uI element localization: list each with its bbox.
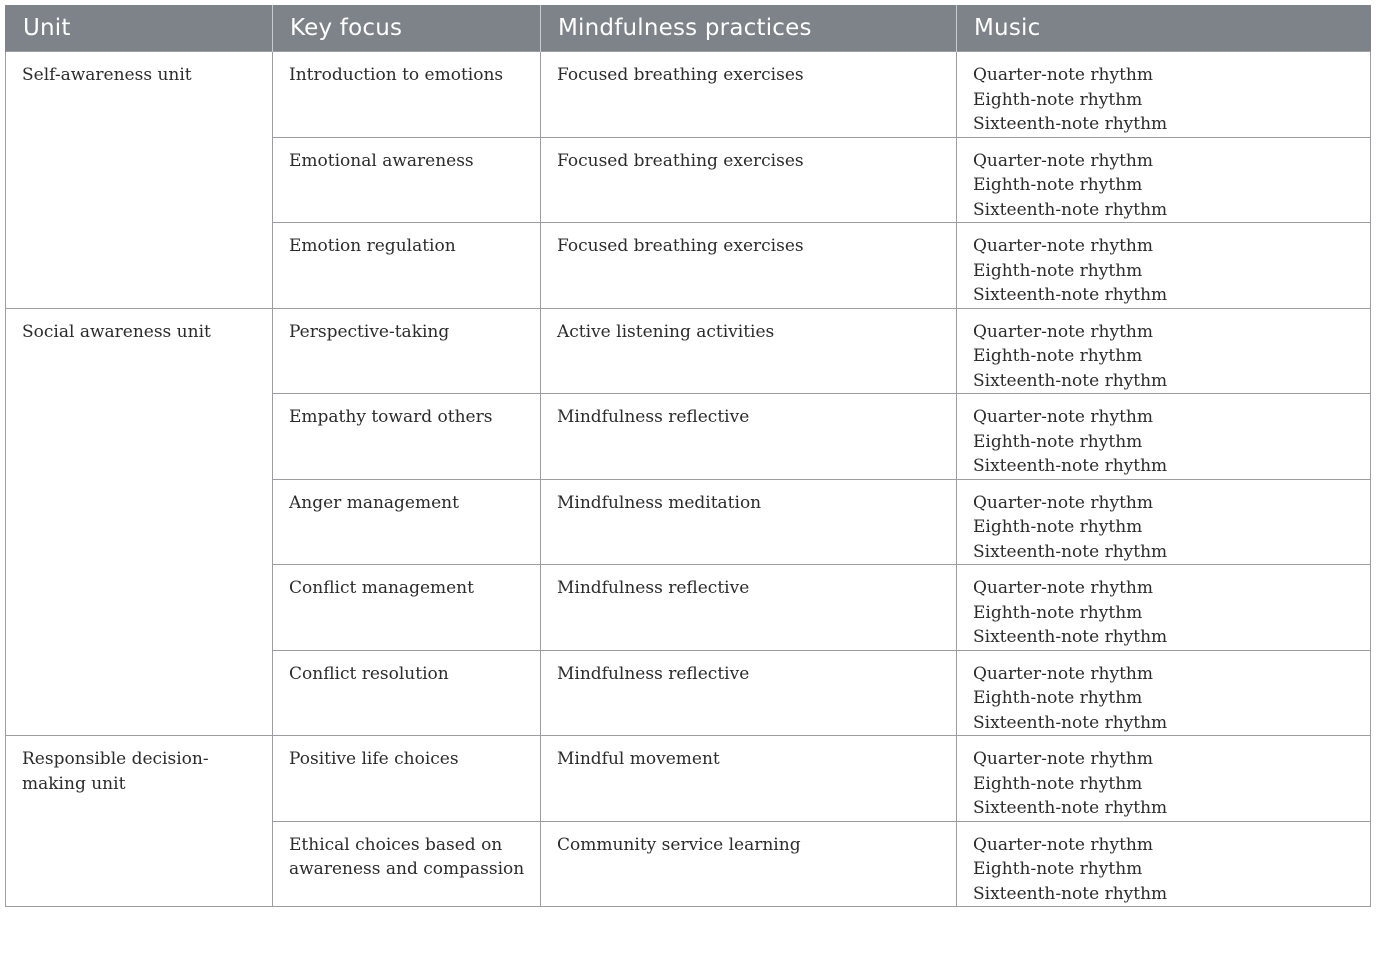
music-rhythm-item: Sixteenth-note rhythm	[973, 883, 1168, 904]
music-rhythm-item: Quarter-note rhythm	[973, 663, 1153, 684]
header-unit: Unit	[6, 5, 273, 52]
key-focus-cell: Perspective-taking	[273, 308, 541, 394]
music-rhythm-item: Sixteenth-note rhythm	[973, 199, 1168, 220]
music-rhythm-item: Quarter-note rhythm	[973, 150, 1153, 171]
unit-name: Social awareness unit	[22, 321, 211, 342]
music-rhythm-item: Sixteenth-note rhythm	[973, 712, 1168, 733]
key-focus-cell: Positive life choices	[273, 736, 541, 822]
key-focus-cell: Conflict management	[273, 565, 541, 651]
unit-cell	[6, 52, 273, 309]
music-rhythm-item: Quarter-note rhythm	[973, 492, 1153, 513]
key-focus-cell: Introduction to emotions	[273, 52, 541, 138]
music-rhythm-item: Sixteenth-note rhythm	[973, 798, 1168, 818]
music-rhythm-item: Quarter-note rhythm	[973, 321, 1153, 342]
music-rhythm-item: Sixteenth-note rhythm	[973, 627, 1168, 647]
music-cell	[957, 736, 1371, 822]
music-rhythm-item: Eighth-note rhythm	[973, 688, 1143, 708]
music-rhythm-item: Eighth-note rhythm	[973, 431, 1143, 452]
mindfulness-practice-cell: Mindfulness reflective	[541, 650, 957, 736]
mindfulness-practice-cell: Focused breathing exercises	[541, 223, 957, 309]
mindfulness-practice-cell: Mindful movement	[541, 736, 957, 822]
table-row	[6, 308, 1371, 394]
mindfulness-practice-cell: Focused breathing exercises	[541, 137, 957, 223]
unit-name: Self-awareness unit	[22, 65, 192, 85]
music-rhythm-item: Eighth-note rhythm	[973, 773, 1143, 794]
music-rhythm-item: Quarter-note rhythm	[973, 578, 1153, 598]
table-body	[6, 52, 1371, 907]
music-cell	[957, 479, 1371, 565]
music-rhythm-item: Sixteenth-note rhythm	[973, 370, 1168, 391]
mindfulness-practice-cell: Active listening activities	[541, 308, 957, 394]
key-focus-cell: Emotional awareness	[273, 137, 541, 223]
music-cell	[957, 394, 1371, 480]
key-focus-cell: Anger management	[273, 479, 541, 565]
music-cell	[957, 137, 1371, 223]
music-cell	[957, 650, 1371, 736]
mindfulness-practice-cell: Community service learning	[541, 821, 957, 907]
music-cell	[957, 821, 1371, 907]
music-rhythm-item: Eighth-note rhythm	[973, 260, 1143, 281]
music-rhythm-item: Eighth-note rhythm	[973, 89, 1143, 110]
music-rhythm-item: Quarter-note rhythm	[973, 834, 1153, 855]
music-cell	[957, 223, 1371, 309]
key-focus-cell: Ethical choices based on awareness and compassion	[273, 821, 541, 907]
music-rhythm-item: Eighth-note rhythm	[973, 859, 1143, 879]
music-cell	[957, 52, 1371, 138]
mindfulness-practice-cell: Mindfulness reflective	[541, 565, 957, 651]
mindfulness-practice-cell: Mindfulness reflective	[541, 394, 957, 480]
music-rhythm-item: Sixteenth-note rhythm	[973, 541, 1168, 562]
unit-cell	[6, 736, 273, 907]
key-focus-cell: Emotion regulation	[273, 223, 541, 309]
table-row	[6, 52, 1371, 138]
music-rhythm-item: Quarter-note rhythm	[973, 749, 1153, 769]
music-rhythm-item: Sixteenth-note rhythm	[973, 285, 1168, 305]
music-cell	[957, 565, 1371, 651]
music-rhythm-item: Quarter-note rhythm	[973, 407, 1153, 427]
header-row	[6, 5, 1371, 52]
header-music: Music	[957, 5, 1371, 52]
curriculum-table	[5, 5, 1371, 907]
music-rhythm-item: Quarter-note rhythm	[973, 65, 1153, 85]
music-rhythm-item: Eighth-note rhythm	[973, 175, 1143, 195]
header-key-focus: Key focus	[273, 5, 541, 52]
music-rhythm-item: Sixteenth-note rhythm	[973, 456, 1168, 476]
music-rhythm-item: Eighth-note rhythm	[973, 346, 1143, 366]
key-focus-cell: Empathy toward others	[273, 394, 541, 480]
unit-cell	[6, 308, 273, 736]
unit-name: Responsible decision-making unit	[22, 749, 209, 794]
music-rhythm-item: Quarter-note rhythm	[973, 236, 1153, 256]
music-rhythm-item: Eighth-note rhythm	[973, 602, 1143, 623]
music-rhythm-item: Sixteenth-note rhythm	[973, 114, 1168, 134]
curriculum-table-container	[5, 5, 1370, 907]
key-focus-cell: Conflict resolution	[273, 650, 541, 736]
mindfulness-practice-cell: Focused breathing exercises	[541, 52, 957, 138]
music-cell	[957, 308, 1371, 394]
mindfulness-practice-cell: Mindfulness meditation	[541, 479, 957, 565]
table-row	[6, 736, 1371, 822]
header-mindfulness-practices: Mindfulness practices	[541, 5, 957, 52]
music-rhythm-item: Eighth-note rhythm	[973, 517, 1143, 537]
